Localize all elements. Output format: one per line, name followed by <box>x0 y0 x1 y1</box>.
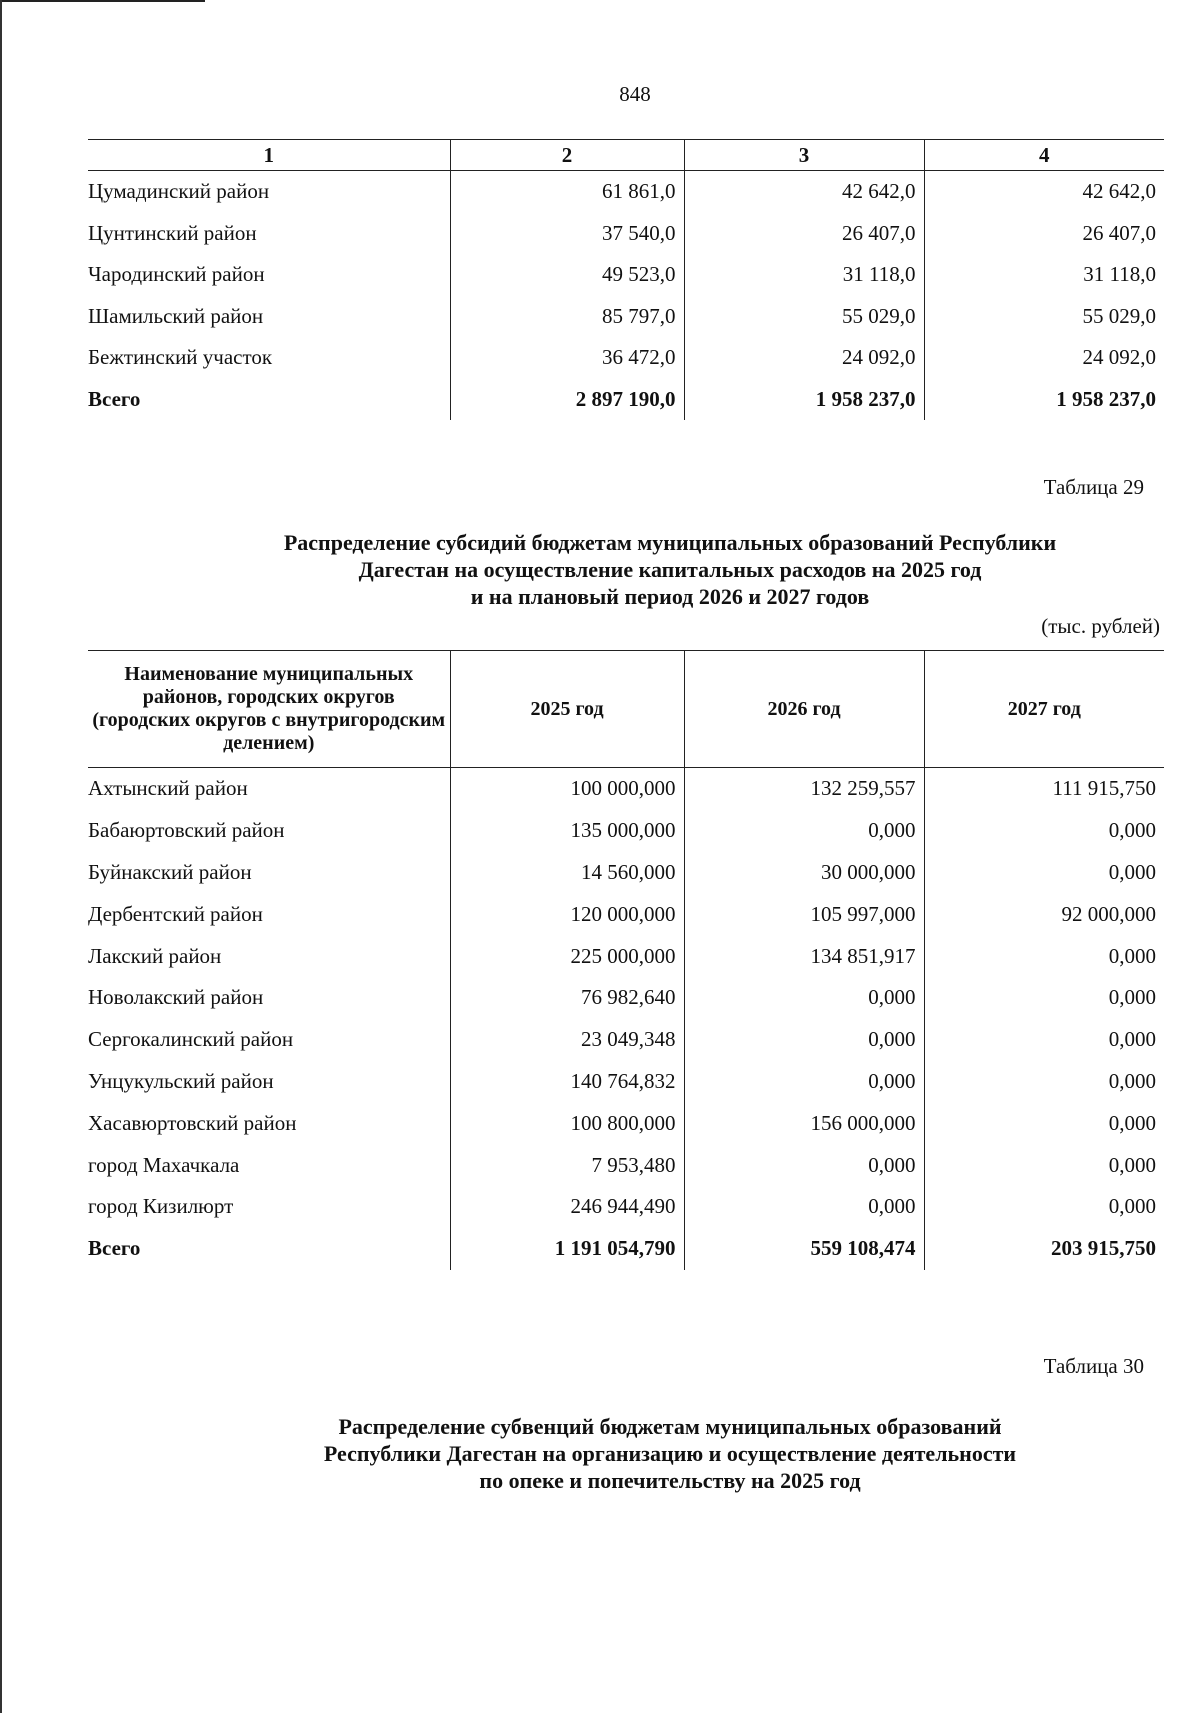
value-cell: 0,000 <box>684 977 924 1019</box>
value-cell: 0,000 <box>924 1144 1164 1186</box>
total-value: 1 958 237,0 <box>684 379 924 421</box>
value-cell: 55 029,0 <box>684 296 924 338</box>
value-cell: 31 118,0 <box>684 254 924 296</box>
table-row <box>88 213 1164 255</box>
district-name: Цунтинский район <box>88 220 257 245</box>
value-cell: 0,000 <box>924 1102 1164 1144</box>
table-30-caption: Таблица 30 <box>1043 1354 1144 1378</box>
value-cell: 92 000,000 <box>924 893 1164 935</box>
table-29 <box>88 650 1164 1270</box>
value-cell: 134 851,917 <box>684 935 924 977</box>
title-line: Распределение субсидий бюджетам муниципальных образований Республики <box>283 530 1057 555</box>
value-cell: 0,000 <box>924 1061 1164 1103</box>
value-cell: 0,000 <box>684 1186 924 1228</box>
value-cell: 0,000 <box>924 810 1164 852</box>
value-cell: 132 259,557 <box>684 768 924 810</box>
table-row <box>88 1144 1164 1186</box>
page-number: 848 <box>619 82 651 106</box>
table-29-caption: Таблица 29 <box>1043 475 1144 499</box>
header-cell: 3 <box>684 140 924 171</box>
total-label: Всего <box>88 386 141 411</box>
value-cell: 0,000 <box>924 1186 1164 1228</box>
title-line: Республики Дагестан на организацию и осуществление деятельности <box>323 1441 1017 1466</box>
table-row <box>88 337 1164 379</box>
table-row <box>88 1102 1164 1144</box>
district-name: Шамильский район <box>88 303 264 328</box>
value-cell: 26 407,0 <box>684 213 924 255</box>
value-cell: 30 000,000 <box>684 852 924 894</box>
header-cell: 1 <box>88 140 450 171</box>
value-cell: 0,000 <box>924 977 1164 1019</box>
total-value: 1 958 237,0 <box>924 379 1164 421</box>
district-name: Цумадинский район <box>88 179 270 204</box>
value-cell: 55 029,0 <box>924 296 1164 338</box>
table-row <box>88 1061 1164 1103</box>
table-row <box>88 1186 1164 1228</box>
value-cell: 26 407,0 <box>924 213 1164 255</box>
value-cell: 42 642,0 <box>684 171 924 213</box>
district-name: Дербентский район <box>88 901 263 926</box>
value-cell: 14 560,000 <box>450 852 684 894</box>
table-30-title <box>170 1413 1170 1494</box>
table-row <box>88 1019 1164 1061</box>
value-cell: 111 915,750 <box>924 768 1164 810</box>
title-line: Дагестан на осуществление капитальных расходов на 2025 год <box>358 557 982 582</box>
total-label: Всего <box>88 1236 141 1261</box>
district-name: Хасавюртовский район <box>88 1110 297 1135</box>
total-value: 559 108,474 <box>684 1228 924 1270</box>
value-cell: 31 118,0 <box>924 254 1164 296</box>
continued-table <box>88 139 1164 420</box>
value-cell: 49 523,0 <box>450 254 684 296</box>
title-line: по опеке и попечительству на 2025 год <box>479 1468 861 1493</box>
value-cell: 135 000,000 <box>450 810 684 852</box>
value-cell: 0,000 <box>924 1019 1164 1061</box>
value-cell: 23 049,348 <box>450 1019 684 1061</box>
header-row <box>88 651 1164 768</box>
district-name: город Махачкала <box>88 1152 240 1177</box>
value-cell: 156 000,000 <box>684 1102 924 1144</box>
value-cell: 36 472,0 <box>450 337 684 379</box>
district-name: Сергокалинский район <box>88 1027 294 1052</box>
left-edge-line <box>0 0 2 1713</box>
value-cell: 246 944,490 <box>450 1186 684 1228</box>
value-cell: 24 092,0 <box>924 337 1164 379</box>
table-row <box>88 977 1164 1019</box>
district-name: Буйнакский район <box>88 859 252 884</box>
value-cell: 7 953,480 <box>450 1144 684 1186</box>
value-cell: 105 997,000 <box>684 893 924 935</box>
value-cell: 0,000 <box>924 935 1164 977</box>
table-row <box>88 768 1164 810</box>
header-cell: 2026 год <box>684 651 924 768</box>
header-cell: 2027 год <box>924 651 1164 768</box>
title-line: Распределение субвенций бюджетам муниципальных образований <box>338 1414 1002 1439</box>
total-value: 2 897 190,0 <box>450 379 684 421</box>
value-cell: 140 764,832 <box>450 1061 684 1103</box>
table-row <box>88 893 1164 935</box>
table-row <box>88 171 1164 213</box>
total-row <box>88 379 1164 421</box>
value-cell: 0,000 <box>684 1019 924 1061</box>
district-name: Бабаюртовский район <box>88 818 285 843</box>
district-name: Унцукульский район <box>88 1068 274 1093</box>
value-cell: 100 800,000 <box>450 1102 684 1144</box>
total-value: 1 191 054,790 <box>450 1228 684 1270</box>
table-row <box>88 296 1164 338</box>
total-row <box>88 1228 1164 1270</box>
header-row <box>88 140 1164 171</box>
total-value: 203 915,750 <box>924 1228 1164 1270</box>
district-name: Бежтинский участок <box>88 345 273 370</box>
district-name: Новолакский район <box>88 985 264 1010</box>
units-label: (тыс. рублей) <box>1041 614 1160 638</box>
value-cell: 85 797,0 <box>450 296 684 338</box>
header-cell: 2025 год <box>450 651 684 768</box>
district-name: город Кизилюрт <box>88 1194 234 1219</box>
value-cell: 42 642,0 <box>924 171 1164 213</box>
value-cell: 76 982,640 <box>450 977 684 1019</box>
table-row <box>88 254 1164 296</box>
header-cell: Наименование муниципальных районов, городских округов (городских округов с внутригородским делением) <box>88 651 450 768</box>
value-cell: 0,000 <box>924 852 1164 894</box>
table-29-title <box>170 529 1170 610</box>
district-name: Лакский район <box>88 943 222 968</box>
value-cell: 37 540,0 <box>450 213 684 255</box>
value-cell: 225 000,000 <box>450 935 684 977</box>
district-name: Ахтынский район <box>88 776 248 801</box>
district-name: Чародинский район <box>88 262 265 287</box>
table-row <box>88 935 1164 977</box>
value-cell: 61 861,0 <box>450 171 684 213</box>
top-rule <box>0 0 205 2</box>
table-row <box>88 852 1164 894</box>
header-cell: 4 <box>924 140 1164 171</box>
value-cell: 0,000 <box>684 810 924 852</box>
value-cell: 120 000,000 <box>450 893 684 935</box>
value-cell: 0,000 <box>684 1144 924 1186</box>
header-cell: 2 <box>450 140 684 171</box>
value-cell: 100 000,000 <box>450 768 684 810</box>
table-row <box>88 810 1164 852</box>
value-cell: 0,000 <box>684 1061 924 1103</box>
value-cell: 24 092,0 <box>684 337 924 379</box>
title-line: и на плановый период 2026 и 2027 годов <box>470 584 870 609</box>
